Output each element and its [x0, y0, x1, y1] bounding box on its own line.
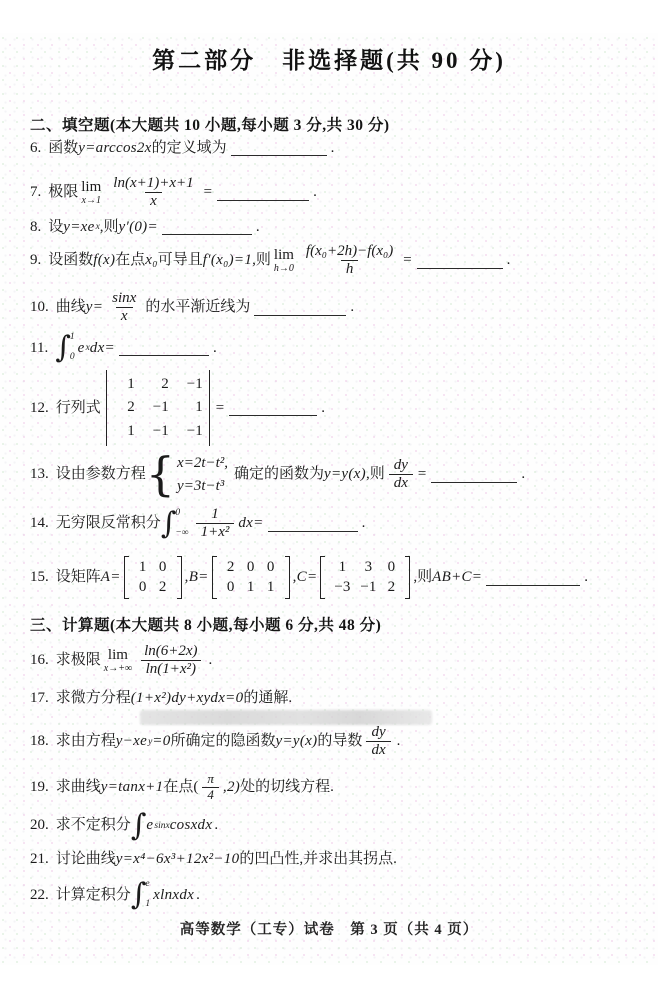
question-14 — [30, 506, 365, 542]
formula: y=y(x) — [275, 733, 318, 750]
matrix-cell: 1 — [246, 578, 255, 595]
lim-word: lim — [273, 246, 294, 263]
det-cell: 1 — [127, 422, 135, 439]
matrix-row — [329, 558, 401, 578]
answer-blank — [119, 340, 209, 356]
determinant-row — [113, 420, 203, 443]
section-calc-heading: 三、计算题(本大题共 8 小题,每小题 6 分,共 48 分) — [30, 617, 382, 634]
question-6 — [30, 139, 334, 158]
question-text: 处的切线方程. — [240, 779, 334, 796]
period: . — [214, 817, 219, 834]
question-text: 在点 — [115, 252, 146, 269]
question-text: 设由参数方程 — [55, 466, 146, 483]
question-text: 的凹凸性,并求出其拐点. — [239, 851, 397, 867]
formula: xlnxdx — [153, 886, 195, 903]
det-cell: 2 — [161, 376, 169, 392]
question-text: 求曲线 — [55, 779, 101, 796]
formula: y=arccos2x — [78, 140, 152, 156]
question-number: 21. — [30, 851, 49, 867]
formula: e — [146, 817, 154, 834]
equals-sign: = — [416, 466, 428, 483]
matrix-cell: 0 — [226, 578, 235, 595]
matrix-row — [221, 558, 281, 578]
matrix-cell: 0 — [158, 559, 167, 575]
period: . — [361, 515, 366, 532]
period: . — [212, 339, 217, 356]
matrix-cell: 1 — [266, 578, 275, 595]
question-22 — [30, 879, 200, 911]
matrix-A — [124, 556, 182, 599]
fraction — [389, 457, 413, 493]
lower-bound: 1 — [145, 899, 151, 910]
matrix-B — [212, 556, 290, 599]
fraction — [301, 243, 398, 279]
formula: dx= — [89, 339, 115, 356]
question-text: 的导数 — [317, 733, 363, 750]
question-15 — [30, 556, 588, 599]
formula: f(x) — [93, 252, 116, 269]
formula: y= — [85, 299, 104, 316]
question-number: 7. — [30, 184, 42, 201]
question-7 — [30, 175, 317, 211]
formula: A= — [100, 569, 121, 586]
question-21 — [30, 850, 397, 869]
question-text: 的定义域为 — [151, 140, 227, 156]
denominator: 4 — [202, 787, 219, 803]
question-number: 15. — [30, 569, 49, 586]
integral-icon: ∫ — [160, 506, 177, 541]
fraction — [107, 290, 141, 326]
lim-subscript: x→1 — [81, 194, 101, 206]
answer-blank — [229, 400, 317, 416]
denominator: dx — [389, 474, 413, 492]
question-text: 可导且 — [157, 252, 203, 269]
fraction — [139, 643, 202, 679]
equals-sign: = — [202, 184, 214, 201]
question-text: 设 — [48, 219, 64, 235]
question-text: 函数 — [48, 140, 79, 156]
integral-icon: ∫ — [130, 808, 147, 843]
answer-blank — [268, 516, 358, 532]
determinant-row — [113, 396, 203, 419]
lower-bound: −∞ — [175, 527, 189, 538]
denominator: 1+x² — [196, 523, 235, 541]
matrix-cell: 3 — [364, 559, 373, 575]
answer-blank — [431, 467, 517, 483]
lim-subscript: h→0 — [273, 262, 294, 274]
matrix-row — [221, 578, 281, 598]
question-10 — [30, 290, 354, 326]
question-20: 20. 求不定积分 ∫ e sinx cosxdx . — [30, 808, 219, 843]
question-number: 11. — [30, 339, 49, 356]
question-text: 曲线 — [55, 299, 86, 316]
question-17 — [30, 689, 292, 708]
formula: y=xe — [63, 219, 95, 235]
integral-bounds — [145, 879, 150, 911]
question-number: 6. — [30, 140, 42, 156]
question-text: 设函数 — [48, 252, 94, 269]
page-title: 第二部分 非选择题(共 90 分) — [152, 48, 506, 73]
limit-expression — [104, 648, 132, 674]
matrix-cell: 0 — [138, 578, 147, 595]
matrix-C — [320, 556, 410, 599]
denominator: h — [341, 260, 359, 278]
formula: y−xe — [115, 733, 148, 750]
period: . — [196, 886, 200, 903]
question-text: 所确定的隐函数 — [170, 733, 276, 750]
period: . — [208, 652, 213, 669]
question-19 — [30, 772, 334, 803]
period: . — [350, 299, 355, 316]
numerator: f(x₀+2h)−f(x₀) — [305, 243, 394, 259]
question-text: ,则 — [99, 219, 119, 235]
question-number: 19. — [30, 779, 49, 796]
question-text: 设矩阵 — [55, 569, 101, 586]
question-number: 12. — [30, 399, 49, 416]
numerator: ln(6+2x) — [144, 643, 198, 659]
question-text: 极限 — [48, 184, 79, 201]
question-text: 讨论曲线 — [55, 851, 116, 867]
question-text: 求极限 — [55, 652, 101, 669]
det-cell: 1 — [195, 399, 203, 416]
formula: e — [77, 339, 85, 356]
denominator: dx — [366, 741, 390, 759]
numerator: π — [207, 771, 214, 786]
answer-blank — [417, 253, 503, 269]
numerator: dy — [371, 724, 386, 740]
period: . — [255, 219, 260, 235]
question-12 — [30, 370, 325, 446]
question-text: 求由方程 — [55, 733, 116, 750]
question-text: ,则 — [365, 466, 385, 483]
fraction — [202, 772, 219, 803]
formula: ,B= — [184, 569, 209, 586]
denominator: x — [145, 192, 162, 210]
formula: x₀ — [145, 252, 158, 269]
question-18: 18. 求由方程 y−xe y =0 所确定的隐函数 y=y(x) 的导数 $\frac{dy}{dx}$ . — [30, 724, 401, 759]
formula: AB+C= — [432, 569, 483, 586]
answer-blank — [162, 219, 252, 235]
matrix-cell: 0 — [246, 559, 255, 575]
period: . — [313, 184, 317, 201]
question-number: 9. — [30, 252, 42, 269]
question-number: 10. — [30, 299, 49, 316]
case-2: y=3t−t³ — [177, 477, 225, 494]
formula: (1+x²)dy+xydx=0 — [130, 690, 244, 706]
integral-bounds — [70, 332, 75, 364]
brace-icon: { — [145, 446, 176, 501]
det-cell: 1 — [127, 376, 135, 392]
matrix-cell: 0 — [266, 559, 275, 575]
numerator: 1 — [211, 506, 219, 522]
determinant — [106, 370, 210, 446]
numerator: dy — [393, 456, 408, 473]
period: . — [506, 252, 511, 269]
question-text: 行列式 — [55, 399, 101, 416]
question-text: 计算定积分 — [55, 886, 131, 903]
formula: ,C= — [292, 569, 318, 586]
determinant-row — [113, 373, 203, 396]
equals-sign: = — [402, 252, 413, 269]
lim-word: lim — [107, 646, 128, 663]
question-9 — [30, 243, 510, 279]
integral-icon: ∫ — [55, 330, 71, 366]
formula: y=x⁴−6x³+12x²−10 — [115, 851, 240, 867]
denominator: x — [116, 307, 133, 325]
numerator: ln(x+1)+x+1 — [113, 175, 194, 191]
lower-bound: 0 — [69, 352, 75, 363]
parametric-equations — [177, 452, 228, 497]
period: . — [584, 569, 588, 586]
question-16 — [30, 643, 212, 679]
matrix-cell: 1 — [338, 559, 347, 575]
matrix-cell: 1 — [138, 559, 147, 575]
question-text: ,则 — [413, 569, 433, 586]
formula: y=y(x) — [324, 466, 366, 483]
integral-icon: ∫ — [130, 877, 147, 913]
formula: =0 — [152, 733, 171, 750]
upper-bound: e — [145, 879, 150, 889]
question-number: 20. — [30, 817, 49, 834]
question-text: 的水平渐近线为 — [145, 299, 251, 316]
question-13 — [30, 446, 526, 501]
section-fill-blank-heading: 二、填空题(本大题共 10 小题,每小题 3 分,共 30 分) — [30, 117, 390, 134]
answer-blank — [254, 300, 346, 316]
matrix-cell: −3 — [334, 578, 351, 595]
question-number: 13. — [30, 466, 49, 483]
question-text: 确定的函数为 — [234, 466, 325, 483]
period: . — [521, 466, 526, 483]
limit-expression — [274, 248, 294, 274]
denominator: ln(1+x²) — [141, 660, 201, 678]
det-cell: −1 — [186, 376, 203, 392]
answer-blank — [231, 140, 327, 156]
question-number: 14. — [30, 515, 49, 532]
fraction — [366, 724, 390, 760]
det-cell: −1 — [186, 422, 203, 439]
equals-sign: = — [214, 399, 226, 416]
matrix-row — [329, 578, 401, 598]
question-number: 17. — [30, 690, 49, 706]
formula: cosxdx — [169, 817, 213, 834]
period: . — [321, 399, 325, 416]
page-footer: 高等数学（工专）试卷 第 3 页（共 4 页） — [179, 922, 479, 938]
fraction — [108, 175, 198, 211]
matrix-row — [133, 578, 173, 598]
matrix-cell: −1 — [360, 578, 377, 595]
question-number: 18. — [30, 733, 49, 750]
answer-blank — [217, 185, 309, 201]
det-cell: −1 — [152, 422, 169, 439]
question-text: 求不定积分 — [55, 817, 131, 834]
question-number: 16. — [30, 652, 49, 669]
period: . — [396, 733, 401, 750]
formula: f′(x₀)=1 — [202, 252, 253, 269]
question-text: 无穷限反常积分 — [55, 515, 161, 532]
lim-subscript: x→+∞ — [103, 662, 133, 674]
limit-expression — [81, 180, 101, 206]
matrix-cell: 2 — [158, 578, 167, 595]
fraction — [196, 506, 235, 542]
question-text: 在点( — [163, 779, 199, 796]
formula: y=tanx+1 — [100, 779, 164, 796]
upper-bound: 0 — [175, 507, 181, 518]
matrix-cell: 0 — [387, 559, 396, 575]
matrix-cell: 2 — [226, 559, 235, 575]
formula: y′(0)= — [118, 219, 158, 235]
formula: dx= — [238, 515, 264, 532]
question-text: 的通解. — [243, 690, 293, 706]
question-11: 11. ∫ 1 0 e x dx= . — [30, 330, 217, 366]
answer-blank — [486, 570, 580, 586]
integral-bounds — [175, 508, 188, 540]
smudge-mark — [140, 710, 432, 725]
det-cell: −1 — [152, 399, 169, 416]
question-8: 8. 设 y=xe x ,则 y′(0)= . — [30, 219, 260, 235]
question-number: 8. — [30, 219, 42, 235]
matrix-row — [133, 558, 173, 578]
numerator: sinx — [112, 290, 137, 306]
det-cell: 2 — [127, 399, 135, 416]
upper-bound: 1 — [69, 332, 75, 342]
lim-word: lim — [81, 178, 102, 195]
matrix-cell: 2 — [387, 578, 396, 595]
question-number: 22. — [30, 886, 49, 903]
case-1: x=2t−t², — [177, 455, 229, 471]
formula: ,2) — [222, 779, 241, 796]
question-text: 求微方分程 — [55, 690, 131, 706]
period: . — [330, 140, 335, 156]
question-text: ,则 — [252, 252, 271, 269]
